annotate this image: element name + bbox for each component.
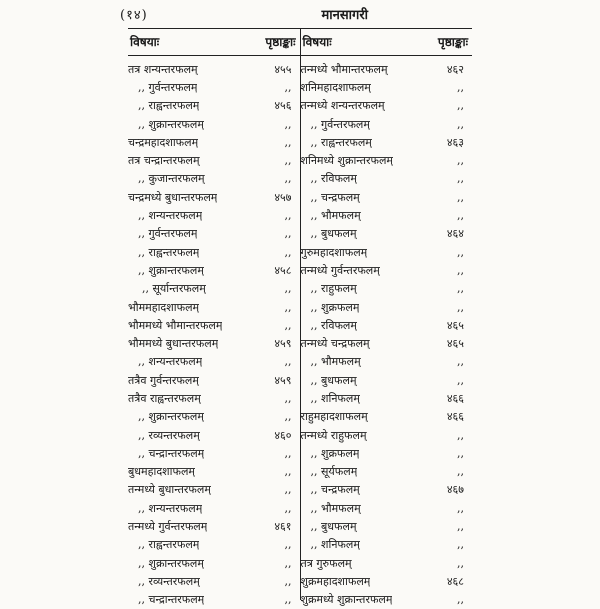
subject-text: चन्द्रमहादशाफलम् — [128, 135, 199, 149]
subject-text: शनिमध्ये शुक्रान्तरफलम् — [300, 154, 393, 168]
page-ref: ,, — [284, 300, 292, 314]
page-ref: ४६२ — [446, 62, 464, 76]
table-row — [301, 225, 473, 243]
table-row — [128, 243, 300, 261]
page-column-label: पृष्ठाङ्काः — [437, 35, 468, 49]
page-ref: ४६० — [274, 428, 292, 442]
page-ref: ,, — [457, 520, 464, 534]
table-row — [128, 133, 300, 151]
table-row — [128, 334, 300, 352]
table-row — [128, 408, 300, 426]
table-row — [128, 78, 300, 96]
subject-text: शुक्रमध्ये शुक्रान्तरफलम् — [300, 593, 393, 607]
subject-text: बुधमहादशाफलम् — [128, 465, 196, 479]
contents-table — [128, 28, 472, 607]
subject-text: तन्मध्ये चन्द्रफलम् — [300, 337, 370, 351]
table-row — [301, 170, 473, 188]
subject-text: भौममध्ये बुधान्तरफलम् — [128, 337, 219, 351]
page-ref: ४६८ — [446, 574, 464, 588]
page-ref: ,, — [457, 355, 464, 369]
page-ref: ,, — [284, 410, 292, 424]
subject-text: ,, राह्वन्तरफलम् — [310, 135, 372, 149]
subject-text: ,, शुक्रान्तरफलम् — [138, 263, 204, 277]
subject-text: तत्र शन्यन्तरफलम् — [128, 62, 198, 76]
page-ref: ,, — [457, 99, 464, 113]
table-row — [128, 316, 300, 334]
table-row — [128, 170, 300, 188]
subject-text: ,, बुधफलम् — [310, 520, 357, 534]
page-number: (१४) — [120, 8, 148, 23]
page-ref: ४५९ — [274, 337, 292, 351]
table-row — [128, 389, 300, 407]
table-row — [128, 60, 300, 78]
subject-column-label: विषयाः — [302, 35, 332, 49]
table-row — [128, 554, 300, 572]
table-row — [128, 463, 300, 481]
table-row — [128, 206, 300, 224]
subject-text: ,, बुधफलम् — [310, 227, 357, 241]
page-ref: ४६७ — [446, 483, 464, 497]
subject-text: ,, गुर्वन्तरफलम् — [138, 227, 198, 241]
page-ref: ,, — [284, 282, 292, 296]
subject-text: ,, शुक्रान्तरफलम् — [138, 410, 204, 424]
table-row — [301, 151, 473, 169]
page-ref: ,, — [284, 446, 292, 460]
left-column-header — [128, 28, 300, 56]
page-ref: ,, — [284, 538, 292, 552]
subject-text: ,, शुक्रान्तरफलम् — [138, 556, 204, 570]
page-ref: ,, — [457, 209, 464, 223]
page-ref: ,, — [284, 154, 292, 168]
subject-text: गुरुमहादशाफलम् — [300, 245, 368, 259]
subject-text: ,, शुक्रफलम् — [310, 446, 360, 460]
table-row — [301, 408, 473, 426]
table-row — [301, 389, 473, 407]
page-ref: ,, — [284, 245, 292, 259]
page-ref: ,, — [457, 556, 464, 570]
page-ref: ,, — [457, 282, 464, 296]
page-ref: ,, — [284, 227, 292, 241]
table-row — [301, 371, 473, 389]
subject-text: ,, शन्यन्तरफलम् — [138, 501, 203, 515]
subject-text: ,, शन्यन्तरफलम् — [138, 355, 203, 369]
page-ref: ,, — [457, 538, 464, 552]
page-ref: ,, — [457, 373, 464, 387]
table-row — [128, 426, 300, 444]
page-ref: ,, — [284, 80, 292, 94]
page-ref: ४६३ — [446, 135, 464, 149]
page-ref: ,, — [457, 593, 464, 607]
subject-text: चन्द्रमध्ये बुधान्तरफलम् — [128, 190, 218, 204]
table-row — [301, 353, 473, 371]
page-ref: ,, — [284, 391, 292, 405]
page-ref: ४६४ — [446, 227, 464, 241]
right-column — [300, 28, 473, 607]
page-header — [120, 2, 480, 26]
subject-text: ,, भौमफलम् — [310, 501, 361, 515]
table-row — [128, 97, 300, 115]
page-ref: ,, — [284, 209, 292, 223]
page-ref: ४५८ — [274, 263, 292, 277]
running-title: मानसागरी — [321, 8, 368, 23]
page-ref: ,, — [457, 154, 464, 168]
table-row — [128, 225, 300, 243]
subject-text: तन्मध्ये राहुफलम् — [300, 428, 367, 442]
table-row — [301, 536, 473, 554]
subject-text: ,, रव्यन्तरफलम् — [138, 428, 200, 442]
subject-text: भौममध्ये भौमान्तरफलम् — [128, 318, 223, 332]
page-ref: ,, — [284, 117, 292, 131]
page-ref: ४५६ — [274, 99, 292, 113]
subject-text: ,, शुक्रफलम् — [310, 300, 360, 314]
subject-text: तन्मध्ये भौमान्तरफलम् — [300, 62, 388, 76]
subject-text: ,, गुर्वन्तरफलम् — [310, 117, 370, 131]
page-ref: ४६१ — [274, 520, 292, 534]
table-row — [301, 334, 473, 352]
subject-text: ,, शुक्रान्तरफलम् — [138, 117, 204, 131]
page-ref: ,, — [284, 556, 292, 570]
page-ref: ,, — [284, 318, 292, 332]
subject-text: तन्मध्ये गुर्वन्तरफलम् — [128, 520, 208, 534]
page-ref: ४६६ — [446, 410, 464, 424]
page-ref: ,, — [457, 245, 464, 259]
page-ref: ४५७ — [274, 190, 292, 204]
subject-text: ,, चन्द्रान्तरफलम् — [138, 446, 205, 460]
table-row — [301, 280, 473, 298]
page-ref: ,, — [457, 446, 464, 460]
table-row — [128, 188, 300, 206]
subject-column-label: विषयाः — [130, 35, 160, 49]
page-ref: ,, — [284, 574, 292, 588]
page-ref: ४६६ — [446, 391, 464, 405]
subject-text: ,, बुधफलम् — [310, 373, 357, 387]
page-ref: ,, — [457, 263, 464, 277]
subject-text: ,, राह्वन्तरफलम् — [138, 245, 200, 259]
page-ref: ,, — [284, 483, 292, 497]
page-ref: ,, — [284, 355, 292, 369]
subject-text: तत्र चन्द्रान्तरफलम् — [128, 154, 200, 168]
left-column — [128, 28, 301, 607]
right-column-header — [301, 28, 473, 56]
table-row — [128, 499, 300, 517]
subject-text: ,, भौमफलम् — [310, 209, 361, 223]
page-ref: ,, — [284, 465, 292, 479]
subject-text: ,, राह्वन्तरफलम् — [138, 538, 200, 552]
subject-text: ,, रविफलम् — [310, 318, 357, 332]
table-row — [128, 151, 300, 169]
page-ref: ,, — [457, 117, 464, 131]
table-row — [301, 316, 473, 334]
subject-text: ,, चन्द्रफलम् — [310, 483, 360, 497]
table-row — [301, 60, 473, 78]
page-ref: ,, — [457, 190, 464, 204]
page-ref: ४५९ — [274, 373, 292, 387]
subject-text: भौममहादशाफलम् — [128, 300, 200, 314]
subject-text: ,, सूर्यान्तरफलम् — [142, 282, 206, 296]
page-column-label: पृष्ठाङ्काः — [265, 35, 296, 49]
table-row — [128, 280, 300, 298]
table-row — [301, 572, 473, 590]
table-row — [128, 572, 300, 590]
subject-text: ,, सूर्यफलम् — [310, 465, 358, 479]
subject-text: ,, भौमफलम् — [310, 355, 361, 369]
table-row — [128, 298, 300, 316]
subject-text: तन्मध्ये बुधान्तरफलम् — [128, 483, 211, 497]
subject-text: ,, रविफलम् — [310, 172, 357, 186]
subject-text: ,, रव्यन्तरफलम् — [138, 574, 200, 588]
page-ref: ,, — [457, 80, 464, 94]
page-ref: ,, — [457, 300, 464, 314]
subject-text: शनिमहादशाफलम् — [300, 80, 371, 94]
table-row — [301, 481, 473, 499]
subject-text: ,, कुजान्तरफलम् — [138, 172, 205, 186]
table-row — [128, 261, 300, 279]
table-row — [301, 298, 473, 316]
subject-text: ,, शन्यन्तरफलम् — [138, 209, 203, 223]
page-ref: ,, — [457, 172, 464, 186]
table-row — [301, 517, 473, 535]
page-ref: ,, — [284, 501, 292, 515]
subject-text: ,, गुर्वन्तरफलम् — [138, 80, 198, 94]
table-row — [128, 371, 300, 389]
page-ref: ४६५ — [446, 318, 464, 332]
table-row — [301, 188, 473, 206]
page-ref: ,, — [284, 135, 292, 149]
table-row — [301, 426, 473, 444]
table-row — [301, 463, 473, 481]
subject-text: राहुमहादशाफलम् — [300, 410, 368, 424]
table-row — [301, 444, 473, 462]
table-row — [128, 481, 300, 499]
subject-text: तन्मध्ये गुर्वन्तरफलम् — [300, 263, 380, 277]
subject-text: तत्र गुरुफलम् — [300, 556, 352, 570]
subject-text: ,, चन्द्रान्तरफलम् — [138, 593, 205, 607]
subject-text: तन्मध्ये शन्यन्तरफलम् — [300, 99, 385, 113]
table-row — [128, 115, 300, 133]
page-ref: ,, — [457, 428, 464, 442]
subject-text: ,, चन्द्रफलम् — [310, 190, 360, 204]
page-ref: ,, — [457, 501, 464, 515]
table-row — [128, 444, 300, 462]
subject-text: तत्रैव राह्वन्तरफलम् — [128, 391, 201, 405]
page-ref: ,, — [284, 172, 292, 186]
page-ref: ४६५ — [446, 337, 464, 351]
table-row — [128, 517, 300, 535]
subject-text: ,, शनिफलम् — [310, 391, 360, 405]
page-ref: ,, — [284, 593, 292, 607]
table-row — [301, 78, 473, 96]
subject-text: शुक्रमहादशाफलम् — [300, 574, 371, 588]
subject-text: ,, राह्वन्तरफलम् — [138, 99, 200, 113]
table-row — [301, 554, 473, 572]
table-row — [128, 353, 300, 371]
table-row — [301, 97, 473, 115]
left-rows — [128, 56, 300, 609]
subject-text: तत्रैव गुर्वन्तरफलम् — [128, 373, 199, 387]
subject-text: ,, शनिफलम् — [310, 538, 360, 552]
subject-text: ,, राहुफलम् — [310, 282, 357, 296]
table-row — [301, 261, 473, 279]
table-row — [301, 115, 473, 133]
table-row — [301, 206, 473, 224]
table-row — [301, 499, 473, 517]
right-rows — [301, 56, 473, 609]
table-row — [301, 133, 473, 151]
page-ref: ,, — [457, 465, 464, 479]
table-row — [128, 536, 300, 554]
table-row — [301, 243, 473, 261]
page-ref: ४५५ — [274, 62, 292, 76]
